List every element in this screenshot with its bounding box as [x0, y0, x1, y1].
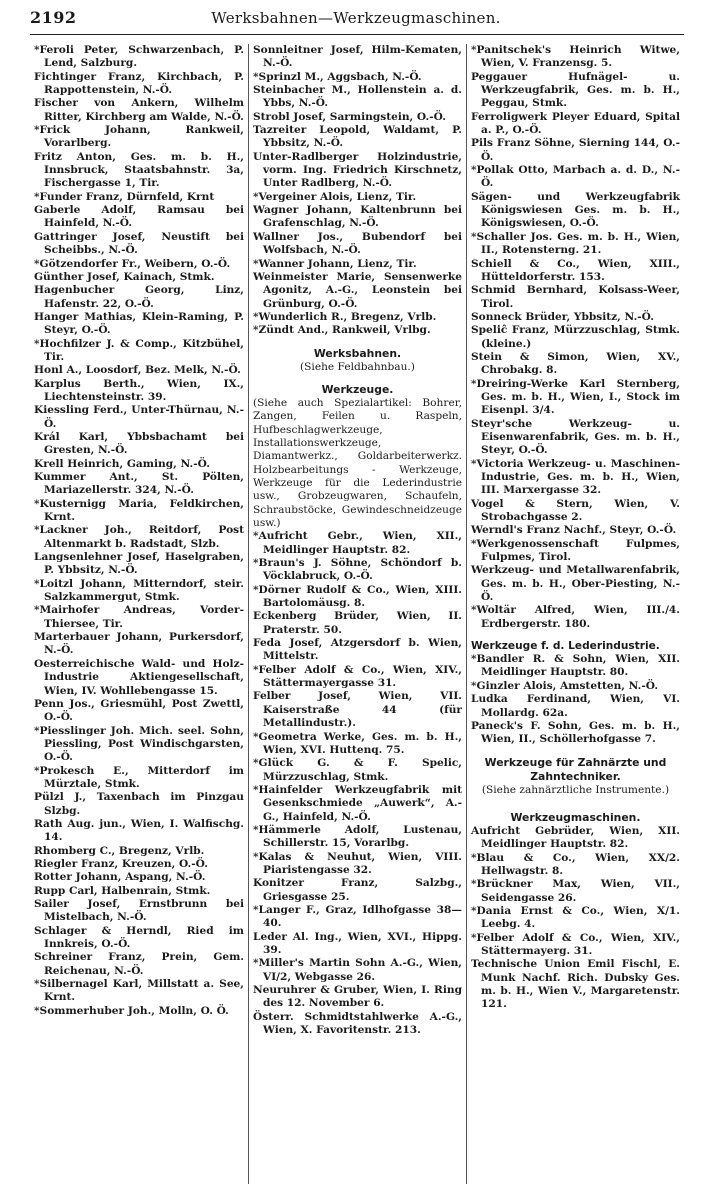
- directory-entry: Ferroligwerk Pleyer Eduard, Spital a. P., O.-Ö.: [471, 110, 680, 137]
- directory-entry: Honl A., Loosdorf, Bez. Melk, N.-Ö.: [34, 364, 241, 377]
- directory-entry: Rhomberg C., Bregenz, Vrlb.: [34, 844, 205, 857]
- directory-entry: *Funder Franz, Dürnfeld, Krnt: [34, 190, 215, 203]
- directory-entry: *Hämmerle Adolf, Lustenau, Schillerstr. 15, Vorarlbg.: [253, 823, 462, 850]
- directory-entry: *Wunderlich R., Bregenz, Vrlb.: [253, 310, 437, 323]
- directory-entry: Felber Josef, Wien, VII. Kaiserstraße 44 (für Metallindustr.).: [253, 690, 462, 730]
- directory-entry: *Piesslinger Joh. Mich. seel. Sohn, Piessling, Post Windischgarsten, O.-Ö.: [34, 724, 244, 764]
- section-heading-werkzeuge: Werkzeuge.: [321, 382, 394, 396]
- directory-entry: *Loitzl Johann, Mitterndorf, steir. Salzkammergut, Stmk.: [34, 577, 244, 604]
- directory-entry: *Blau & Co., Wien, XX/2. Hellwagstr. 8.: [471, 851, 680, 877]
- directory-entry: *Silbernagel Karl, Millstatt a. See, Krnt.: [34, 978, 244, 1004]
- directory-entry: Sonnleitner Josef, Hilm-Kematen, N.-Ö.: [253, 44, 462, 70]
- directory-entry: *Werkgenossenschaft Fulpmes, Fulpmes, Tirol.: [471, 537, 680, 564]
- directory-entry: Karplus Berth., Wien, IX., Liechtensteinstr. 39.: [34, 377, 244, 403]
- directory-entry: *Dörner Rudolf & Co., Wien, XIII. Bartolomäusg. 8.: [253, 583, 462, 610]
- column-1: [30, 44, 248, 1184]
- directory-entry: *Bandler R. & Sohn, Wien, XII. Meidlinger Hauptstr. 80.: [471, 653, 680, 679]
- section-heading-werksbahnen: Werksbahnen.: [313, 346, 402, 360]
- directory-entry: Sailer Josef, Ernstbrunn bei Mistelbach, N.-Ö.: [34, 898, 244, 924]
- directory-entry: *Miller's Martin Sohn A.-G., Wien, VI/2, Webgasse 26.: [253, 957, 462, 983]
- directory-entry: *Mairhofer Andreas, Vorder-Thiersee, Tir.: [34, 604, 244, 630]
- directory-entry: *Felber Adolf & Co., Wien, XIV., Stättermayerg. 31.: [471, 931, 680, 957]
- directory-entry: *Hochfilzer J. & Comp., Kitzbühel, Tir.: [34, 337, 244, 363]
- directory-entry: *Ginzler Alois, Amstetten, N.-Ö.: [471, 679, 659, 692]
- directory-entry: *Frick Johann, Rankweil, Vorarlberg.: [34, 124, 244, 150]
- directory-entry: Sägen- und Werkzeugfabrik Königswiesen Ges. m. b. H., Königswiesen, O.-Ö.: [471, 190, 680, 230]
- directory-entry: Fritz Anton, Ges. m. b. H., Innsbruck, Staatsbahnstr. 3a, Fischergasse 1, Tir.: [34, 150, 244, 190]
- directory-entry: Werkzeug- und Metallwarenfabrik, Ges. m. b. H., Ober-Piesting, N.-Ö.: [471, 564, 680, 604]
- directory-entry: *Vergeiner Alois, Lienz, Tir.: [253, 190, 417, 203]
- directory-entry: *Lackner Joh., Reitdorf, Post Altenmarkt b. Radstadt, Slzb.: [34, 524, 244, 550]
- directory-entry: *Kalas & Neuhut, Wien, VIII. Piaristengasse 32.: [253, 850, 462, 876]
- directory-entry: *Dreiring-Werke Karl Sternberg, Ges. m. b. H., Wien, I., Stock im Eisenpl. 3/4.: [471, 377, 680, 417]
- directory-entry: *Woltär Alfred, Wien, III./4. Erdbergerstr. 180.: [471, 604, 680, 630]
- directory-entry: *Hainfelder Werkzeugfabrik mit Gesenkschmiede „Auwerk“, A.-G., Hainfeld, N.-Ö.: [253, 783, 462, 823]
- header-rule: [30, 34, 684, 35]
- section-heading-lederindustrie: Werkzeuge f. d. Lederindustrie.: [471, 640, 660, 653]
- directory-entry: Hagenbucher Georg, Linz, Hafenstr. 22, O.-Ö.: [34, 284, 244, 310]
- directory-entry: *Langer F., Graz, Idlhofgasse 38—40.: [253, 903, 462, 930]
- directory-entry: Oesterreichische Wald- und Holz-Industrie Aktiengesellschaft, Wien, IV. Wohllebengasse 15.: [34, 657, 244, 697]
- directory-entry: *Felber Adolf & Co., Wien, XIV., Stättermayergasse 31.: [253, 663, 462, 690]
- directory-entry: Langsenlehner Josef, Haselgraben, P. Ybbsitz, N.-Ö.: [34, 551, 244, 577]
- directory-entry: Unter-Radlberger Holzindustrie, vorm. Ing. Friedrich Kirschnetz, Unter Radlberg, N.-Ö.: [253, 150, 462, 190]
- section-heading-werkzeugmaschinen: Werkzeugmaschinen.: [510, 810, 641, 824]
- directory-entry: Pülzl J., Taxenbach im Pinzgau Slzbg.: [34, 791, 244, 817]
- directory-entry: *Glück G. & F. Spelic, Mürzzuschlag, Stmk.: [253, 757, 462, 783]
- directory-entry: Schreiner Franz, Prein, Gem. Reichenau, N.-Ö.: [34, 951, 244, 977]
- directory-entry: Rotter Johann, Aspang, N.-Ö.: [34, 871, 206, 884]
- directory-entry: *Wanner Johann, Lienz, Tir.: [253, 257, 417, 270]
- directory-entry: *Sommerhuber Joh., Molln, O. Ö.: [34, 1004, 229, 1017]
- directory-entry: *Sprinzl M., Aggsbach, N.-Ö.: [253, 70, 422, 83]
- directory-entry: Wagner Johann, Kaltenbrunn bei Grafenschlag, N.-Ö.: [253, 204, 462, 230]
- directory-entry: Schiell & Co., Wien, XIII., Hütteldorferstr. 153.: [471, 257, 680, 283]
- directory-entry: Rath Aug. jun., Wien, I. Walfischg. 14.: [34, 817, 244, 844]
- directory-entry: Speliĉ Franz, Mürzzuschlag, Stmk. (kleine.): [471, 324, 680, 350]
- directory-entry: Gattringer Josef, Neustift bei Scheibbs., N.-Ö.: [34, 230, 244, 257]
- directory-entry: Marterbauer Johann, Purkersdorf, N.-Ö.: [34, 631, 244, 657]
- directory-entry: *Prokesch E., Mitterdorf im Mürztale, Stmk.: [34, 764, 244, 790]
- directory-entry: Aufricht Gebrüder, Wien, XII. Meidlinger Hauptstr. 82.: [471, 824, 680, 851]
- directory-entry: Feda Josef, Atzgersdorf b. Wien, Mittelstr.: [253, 637, 462, 663]
- directory-entry: Penn Jos., Griesmühl, Post Zwettl, O.-Ö.: [34, 697, 244, 724]
- directory-entry: Riegler Franz, Kreuzen, O.-Ö.: [34, 857, 208, 870]
- directory-entry: *Braun's J. Söhne, Schöndorf b. Vöcklabruck, O.-Ö.: [253, 557, 462, 583]
- directory-entry: Rupp Carl, Halbenrain, Stmk.: [34, 884, 211, 897]
- directory-entry: Weinmeister Marie, Sensenwerke Agonitz, A.-G., Leonstein bei Grünburg, O.-Ö.: [253, 270, 462, 310]
- columns: [30, 44, 684, 1184]
- directory-entry: Konitzer Franz, Salzbg., Griesgasse 25.: [253, 877, 462, 903]
- directory-entry: *Kusternigg Maria, Feldkirchen, Krnt.: [34, 497, 244, 524]
- column-3: [466, 44, 684, 1184]
- page-title: Werksbahnen—Werkzeugmaschinen.: [211, 9, 501, 27]
- directory-entry: Kiessling Ferd., Unter-Thürnau, N.-Ö.: [34, 404, 244, 430]
- directory-entry: *Götzendorfer Fr., Weibern, O.-Ö.: [34, 257, 231, 270]
- directory-entry: Österr. Schmidtstahlwerke A.-G., Wien, X. Favoritenstr. 213.: [253, 1010, 462, 1037]
- directory-entry: Peggauer Hufnägel- u. Werkzeugfabrik, Ges. m. b. H., Peggau, Stmk.: [471, 70, 680, 110]
- directory-entry: Technische Union Emil Fischl, E. Munk Nachf. Rich. Dubsky Ges. m. b. H., Wien V., Margaretenstr. 121.: [471, 958, 680, 1011]
- directory-entry: *Dania Ernst & Co., Wien, X/1. Leebg. 4.: [471, 904, 680, 931]
- section-note-zahnaerzte: (Siehe zahnärztliche Instrumente.): [481, 783, 670, 796]
- section-note-werksbahnen: (Siehe Feldbahnbau.): [300, 360, 415, 373]
- directory-entry: Gaberle Adolf, Ramsau bei Hainfeld, N.-Ö.: [34, 204, 244, 230]
- directory-entry: *Pollak Otto, Marbach a. d. D., N.-Ö.: [471, 164, 680, 190]
- directory-entry: Leder Al. Ing., Wien, XVI., Hippg. 39.: [253, 930, 462, 956]
- page-number: 2192: [30, 8, 77, 27]
- section-note-werkzeuge: (Siehe auch Spezialartikel: Bohrer, Zangen, Feilen u. Raspeln, Hufbeschlagwerkzeuge, Installationswerkzeuge, Diamantwerkz., Goldarbeiterwerkz. Holzbearbeitungs - Werkzeuge, Werkzeuge für die Lederindustrie usw., Grobzeugwaren, Schaufeln, Schraubstöcke, Gewindeschneidzeuge usw.): [253, 396, 462, 529]
- directory-entry: Paneck's F. Sohn, Ges. m. b. H., Wien, II., Schöllerhofgasse 7.: [471, 719, 680, 746]
- directory-entry: Sonneck Brüder, Ybbsitz, N.-Ö.: [471, 310, 654, 323]
- directory-entry: Stein & Simon, Wien, XV., Chrobakg. 8.: [471, 350, 680, 377]
- directory-entry: Eckenberg Brüder, Wien, II. Praterstr. 50.: [253, 610, 462, 636]
- directory-entry: Vogel & Stern, Wien, V. Strobachgasse 2.: [471, 497, 680, 524]
- directory-entry: Fichtinger Franz, Kirchbach, P. Rappottenstein, N.-Ö.: [34, 70, 244, 97]
- directory-entry: Günther Josef, Kainach, Stmk.: [34, 270, 215, 283]
- directory-entry: Wallner Jos., Bubendorf bei Wolfsbach, N.-Ö.: [253, 230, 462, 257]
- column-2: [248, 44, 466, 1184]
- directory-entry: Fischer von Ankern, Wilhelm Ritter, Kirchberg am Walde, N.-Ö.: [34, 97, 244, 123]
- directory-entry: *Brückner Max, Wien, VII., Seidengasse 26.: [471, 878, 680, 904]
- directory-entry: Král Karl, Ybbsbachamt bei Gresten, N.-Ö.: [34, 430, 244, 457]
- directory-entry: Neuruhrer & Gruber, Wien, I. Ring des 12. November 6.: [253, 984, 462, 1010]
- directory-entry: *Victoria Werkzeug- u. Maschinen-Industrie, Ges. m. b. H., Wien, III. Marxergasse 32.: [471, 457, 680, 497]
- directory-entry: *Schaller Jos. Ges. m. b. H., Wien, II., Rotensterng. 21.: [471, 230, 680, 257]
- directory-entry: *Feroli Peter, Schwarzenbach, P. Lend, Salzburg.: [34, 44, 244, 70]
- directory-entry: *Geometra Werke, Ges. m. b. H., Wien, XVI. Huttenq. 75.: [253, 730, 462, 756]
- directory-entry: *Panitschek's Heinrich Witwe, Wien, V. Franzensg. 5.: [471, 44, 680, 70]
- directory-entry: *Zündt And., Rankweil, Vrlbg.: [253, 324, 431, 337]
- directory-entry: Krell Heinrich, Gaming, N.-Ö.: [34, 457, 210, 470]
- directory-entry: Hanger Mathias, Klein-Raming, P. Steyr, O.-Ö.: [34, 310, 244, 337]
- directory-entry: Ludka Ferdinand, Wien, VI. Mollardg. 62a.: [471, 693, 680, 719]
- section-heading-zahnaerzte: Werkzeuge für Zahnärzte und Zahntechniker.: [484, 755, 667, 783]
- directory-entry: Kummer Ant., St. Pölten, Mariazellerstr. 324, N.-Ö.: [34, 471, 244, 497]
- directory-entry: Steinbacher M., Hollenstein a. d. Ybbs, N.-Ö.: [253, 84, 462, 110]
- directory-entry: Tazreiter Leopold, Waldamt, P. Ybbsitz, N.-Ö.: [253, 124, 462, 150]
- directory-entry: Werndl's Franz Nachf., Steyr, O.-Ö.: [471, 524, 677, 537]
- directory-entry: Pils Franz Söhne, Sierning 144, O.-Ö.: [471, 137, 680, 163]
- directory-entry: Strobl Josef, Sarmingstein, O.-Ö.: [253, 110, 446, 123]
- directory-entry: Schlager & Herndl, Ried im Innkreis, O.-Ö.: [34, 924, 244, 951]
- directory-entry: Steyr'sche Werkzeug- u. Eisenwarenfabrik, Ges. m. b. H., Steyr, O.-Ö.: [471, 417, 680, 457]
- directory-entry: *Aufricht Gebr., Wien, XII., Meidlinger Hauptstr. 82.: [253, 530, 462, 556]
- directory-entry: Schmid Bernhard, Kolsass-Weer, Tirol.: [471, 284, 680, 310]
